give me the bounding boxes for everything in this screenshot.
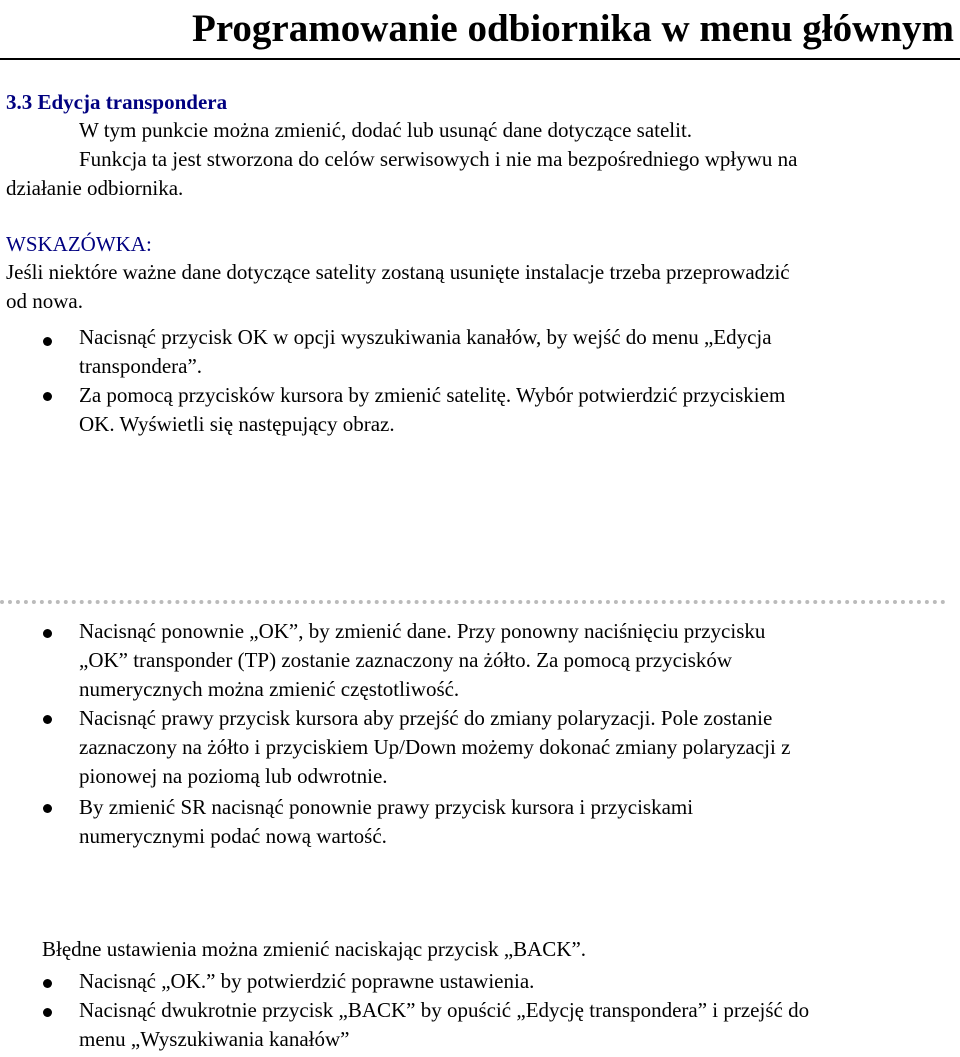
step-line: OK. Wyświetli się następujący obraz. <box>79 412 395 436</box>
step-line: By zmienić SR nacisnąć ponownie prawy przycisk kursora i przyciskami <box>79 795 694 819</box>
intro-line: W tym punkcie można zmienić, dodać lub usunąć dane dotyczące satelit. <box>79 118 693 142</box>
bullet-icon <box>43 979 52 988</box>
bullet-icon <box>43 715 52 724</box>
hint-line: od nowa. <box>6 289 83 313</box>
image-placeholder-rule <box>0 600 946 604</box>
step-line: Za pomocą przycisków kursora by zmienić satelitę. Wybór potwierdzić przyciskiem <box>79 383 786 407</box>
step-line: Nacisnąć prawy przycisk kursora aby przejść do zmiany polaryzacji. Pole zostanie <box>79 706 773 730</box>
intro-line: Funkcja ta jest stworzona do celów serwisowych i nie ma bezpośredniego wpływu na <box>79 147 798 171</box>
page-header <box>0 0 960 60</box>
step-line: Nacisnąć „OK.” by potwierdzić poprawne ustawienia. <box>79 969 535 993</box>
section-title: 3.3 Edycja transpondera <box>6 90 228 114</box>
step-line: pionowej na poziomą lub odwrotnie. <box>79 764 388 788</box>
page-title: Programowanie odbiornika w menu głównym <box>192 7 954 50</box>
intro-line: działanie odbiornika. <box>6 176 184 200</box>
step-line: Nacisnąć przycisk OK w opcji wyszukiwania kanałów, by wejść do menu „Edycja <box>79 325 772 349</box>
step-line: transpondera”. <box>79 354 203 378</box>
bullet-icon <box>43 629 52 638</box>
bullet-icon <box>43 1008 52 1017</box>
step-line: Nacisnąć dwukrotnie przycisk „BACK” by opuścić „Edycję transpondera” i przejść do <box>79 998 810 1022</box>
bullet-icon <box>43 804 52 813</box>
bullet-icon <box>43 392 52 401</box>
step-line: numerycznych można zmienić częstotliwość. <box>79 677 460 701</box>
bullet-icon <box>43 337 52 346</box>
hint-line: Jeśli niektóre ważne dane dotyczące satelity zostaną usunięte instalacje trzeba przeprowadzić <box>6 260 790 284</box>
error-note: Błędne ustawienia można zmienić naciskając przycisk „BACK”. <box>42 937 587 961</box>
step-line: zaznaczony na żółto i przyciskiem Up/Down możemy dokonać zmiany polaryzacji z <box>79 735 791 759</box>
hint-title: WSKAZÓWKA: <box>6 232 152 256</box>
step-line: „OK” transponder (TP) zostanie zaznaczony na żółto. Za pomocą przycisków <box>79 648 733 672</box>
step-line: menu „Wyszukiwania kanałów” <box>79 1027 350 1051</box>
step-line: Nacisnąć ponownie „OK”, by zmienić dane. Przy ponowny naciśnięciu przycisku <box>79 619 766 643</box>
step-line: numerycznymi podać nową wartość. <box>79 824 387 848</box>
